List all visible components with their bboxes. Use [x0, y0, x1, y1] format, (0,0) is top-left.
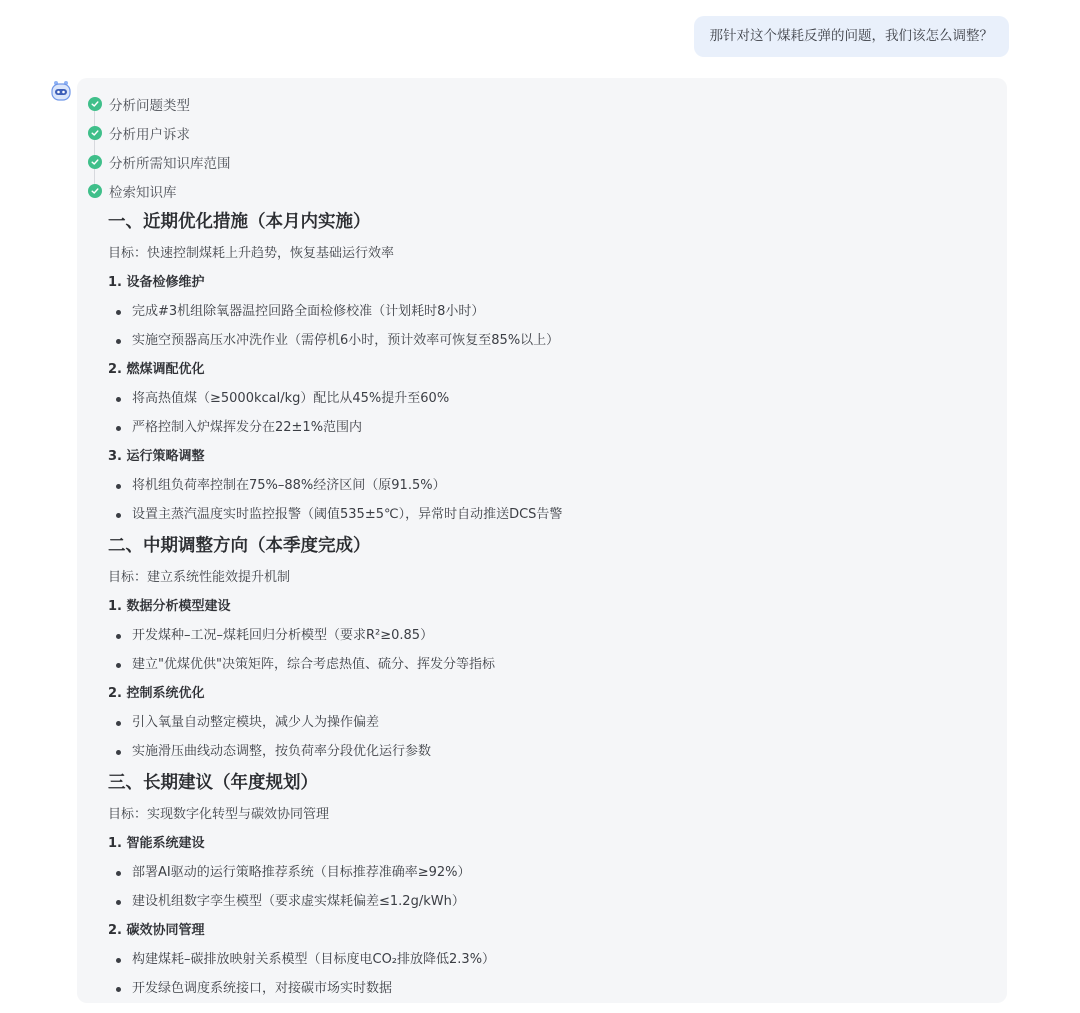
robot-avatar-icon: [49, 79, 73, 103]
group-heading: 2. 燃煤调配优化: [108, 362, 205, 377]
group-heading: 1. 数据分析模型建设: [108, 599, 231, 614]
section-goal: 目标：实现数字化转型与碳效协同管理: [108, 807, 330, 822]
user-message-bubble: 那针对这个煤耗反弹的问题，我们该怎么调整？: [694, 16, 1010, 57]
bullet-list: [108, 384, 1007, 442]
analysis-step-label: 分析所需知识库范围: [109, 155, 231, 172]
list-item: 实施滑压曲线动态调整，按负荷率分段优化运行参数: [108, 737, 1007, 766]
bullet-list: [108, 708, 1007, 766]
check-circle-icon: [88, 126, 102, 140]
list-item: 构建煤耗–碳排放映射关系模型（目标度电CO₂排放降低2.3%）: [108, 945, 1007, 974]
list-item: 将高热值煤（≥5000kcal/kg）配比从45%提升至60%: [108, 384, 1007, 413]
list-item: 实施空预器高压水冲洗作业（需停机6小时，预计效率可恢复至85%以上）: [108, 326, 1007, 355]
section-title: 三、长期建议（年度规划）: [108, 773, 318, 793]
check-circle-icon: [88, 155, 102, 169]
analysis-step: [88, 147, 1007, 176]
list-item: 将机组负荷率控制在75%–88%经济区间（原91.5%）: [108, 471, 1007, 500]
bullet-list: [108, 858, 1007, 916]
list-item: 设置主蒸汽温度实时监控报警（阈值535±5℃），异常时自动推送DCS告警: [108, 500, 1007, 529]
analysis-step: [88, 89, 1007, 118]
list-item: 开发绿色调度系统接口，对接碳市场实时数据: [108, 974, 1007, 1003]
section-title: 二、中期调整方向（本季度完成）: [108, 536, 371, 556]
group-heading: 1. 智能系统建设: [108, 836, 205, 851]
analysis-step: [88, 176, 1007, 205]
analysis-step-label: 分析用户诉求: [109, 126, 190, 143]
section-goal: 目标：建立系统性能效提升机制: [108, 570, 291, 585]
list-item: 部署AI驱动的运行策略推荐系统（目标推荐准确率≥92%）: [108, 858, 1007, 887]
section-title: 一、近期优化措施（本月内实施）: [108, 212, 371, 232]
analysis-steps: [88, 89, 1007, 205]
list-item: 完成#3机组除氧器温控回路全面检修校准（计划耗时8小时）: [108, 297, 1007, 326]
bullet-list: [108, 297, 1007, 355]
analysis-step: [88, 118, 1007, 147]
group-heading: 2. 碳效协同管理: [108, 923, 205, 938]
list-item: 建立"优煤优供"决策矩阵，综合考虑热值、硫分、挥发分等指标: [108, 650, 1007, 679]
section-goal: 目标：快速控制煤耗上升趋势，恢复基础运行效率: [108, 246, 395, 261]
list-item: 严格控制入炉煤挥发分在22±1%范围内: [108, 413, 1007, 442]
check-circle-icon: [88, 97, 102, 111]
list-item: 开发煤种–工况–煤耗回归分析模型（要求R²≥0.85）: [108, 621, 1007, 650]
bullet-list: [108, 945, 1007, 1003]
analysis-step-label: 分析问题类型: [109, 97, 190, 114]
answer-content: [88, 205, 1007, 1003]
list-item: 建设机组数字孪生模型（要求虚实煤耗偏差≤1.2g/kWh）: [108, 887, 1007, 916]
group-heading: 1. 设备检修维护: [108, 275, 205, 290]
assistant-response-card: [77, 78, 1007, 1003]
bullet-list: [108, 471, 1007, 529]
group-heading: 2. 控制系统优化: [108, 686, 205, 701]
analysis-step-label: 检索知识库: [109, 184, 177, 201]
list-item: 引入氧量自动整定模块，减少人为操作偏差: [108, 708, 1007, 737]
bullet-list: [108, 621, 1007, 679]
check-circle-icon: [88, 184, 102, 198]
group-heading: 3. 运行策略调整: [108, 449, 205, 464]
